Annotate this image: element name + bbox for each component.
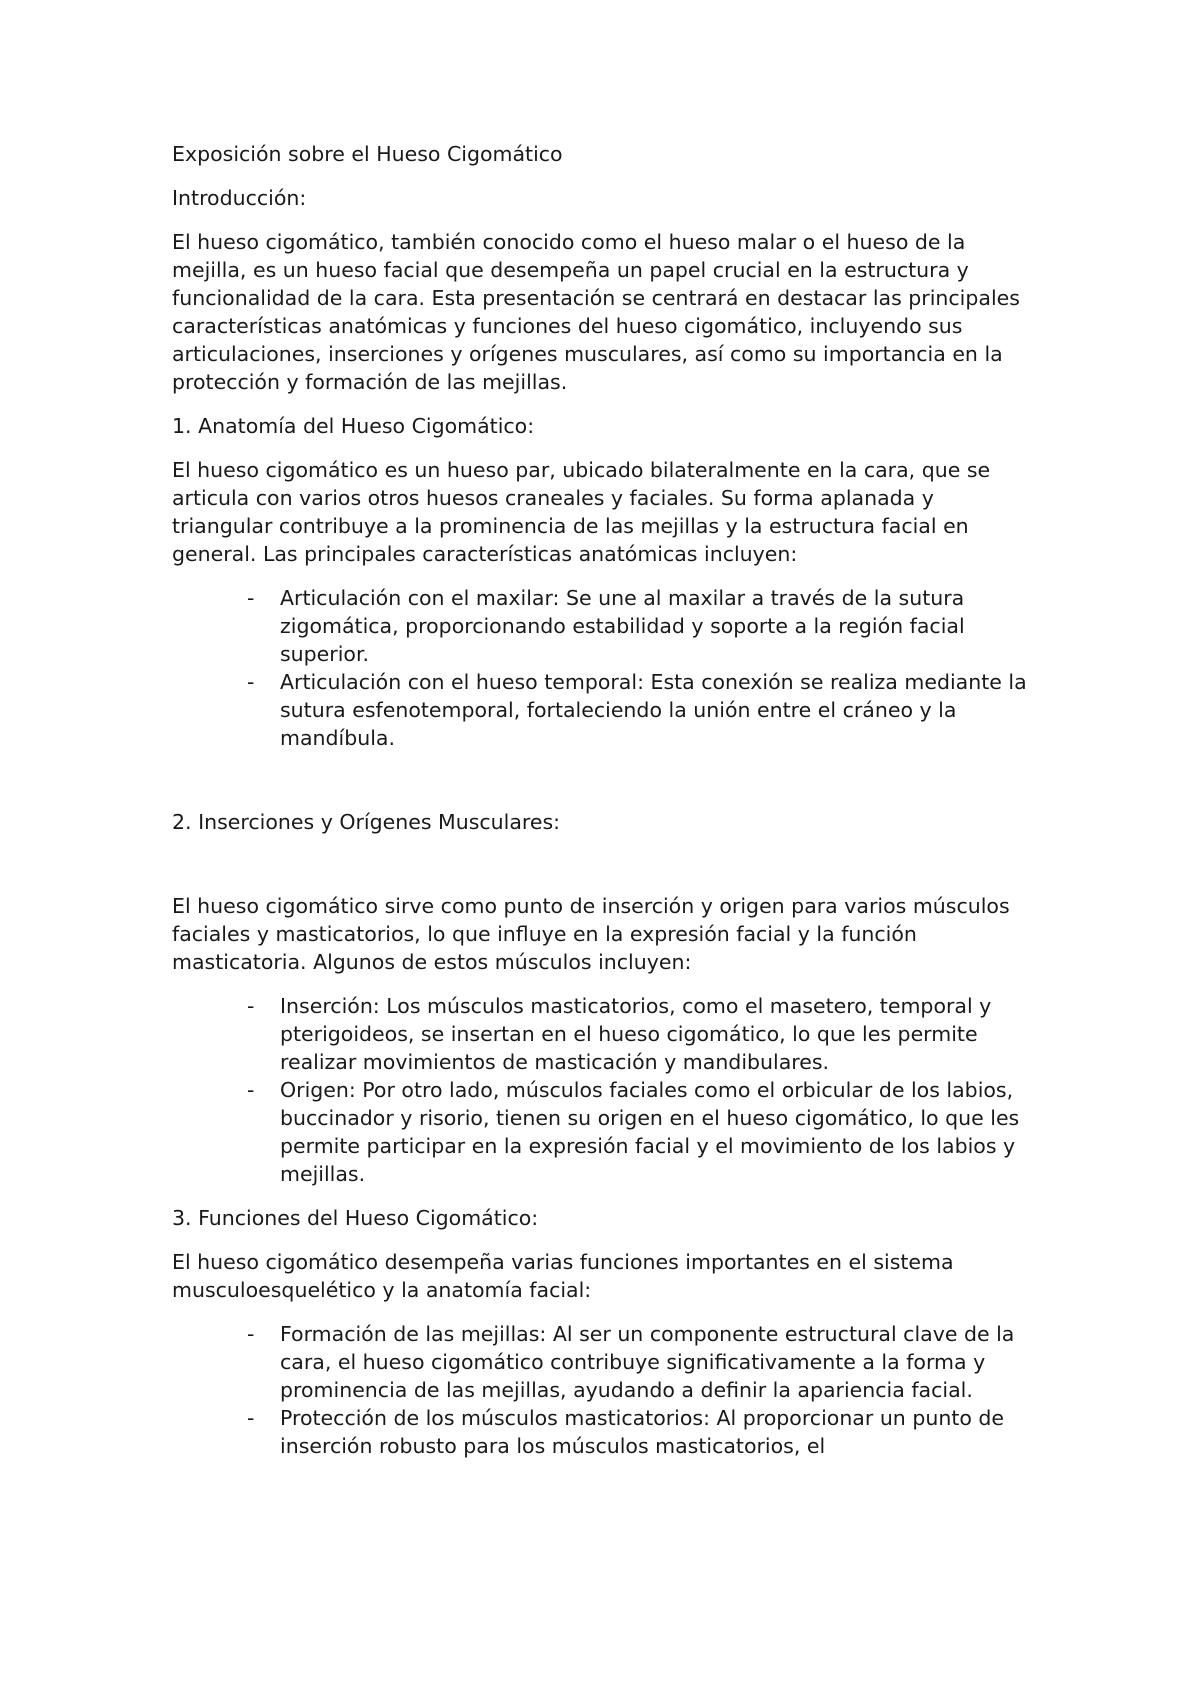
dash-bullet: - xyxy=(247,1322,255,1346)
blank-line xyxy=(172,768,1040,808)
section-3-heading: 3. Funciones del Hueso Cigomático: xyxy=(172,1206,539,1230)
blank-line xyxy=(172,852,1040,892)
section-2-heading: 2. Inserciones y Orígenes Musculares: xyxy=(172,810,561,834)
section-3-list xyxy=(172,1320,1040,1460)
section-3-text: El hueso cigomático desempeña varias funciones importantes en el sistema musculoesquelético y la anatomía facial: xyxy=(172,1250,954,1302)
intro-text: El hueso cigomático, también conocido como el hueso malar o el hueso de la mejilla, es un hueso facial que desempeña un papel crucial en la estructura y funcionalidad de la cara. Esta presentación se centrará en destacar las principales características anatómicas y funciones del hueso cigomático, incluyendo sus articulaciones, inserciones y orígenes musculares, así como su importancia en la protección y formación de las mejillas. xyxy=(172,230,1020,394)
section-1-list xyxy=(172,584,1040,752)
dash-bullet: - xyxy=(247,586,255,610)
list-item-text: Formación de las mejillas: Al ser un componente estructural clave de la cara, el hueso cigomático contribuye significativamente a la forma y prominencia de las mejillas, ayudando a definir la apariencia facial. xyxy=(280,1322,1015,1402)
list-item xyxy=(247,1404,1040,1460)
dash-bullet: - xyxy=(247,1406,255,1430)
list-item xyxy=(247,668,1040,752)
list-item-text: Protección de los músculos masticatorios: Al proporcionar un punto de inserción robusto para los músculos masticatorios, el xyxy=(280,1406,1005,1458)
intro-heading: Introducción: xyxy=(172,186,307,210)
list-item-text: Inserción: Los músculos masticatorios, como el masetero, temporal y pterigoideos, se insertan en el hueso cigomático, lo que les permite realizar movimientos de masticación y mandibulares. xyxy=(280,994,992,1074)
dash-bullet: - xyxy=(247,1078,255,1102)
list-item xyxy=(247,584,1040,668)
section-2-text: El hueso cigomático sirve como punto de inserción y origen para varios músculos faciales y masticatorios, lo que influye en la expresión facial y la función masticatoria. Algunos de estos músculos incluyen: xyxy=(172,894,1010,974)
document-title: Exposición sobre el Hueso Cigomático xyxy=(172,142,563,166)
list-item-text: Articulación con el hueso temporal: Esta conexión se realiza mediante la sutura esfenotemporal, fortaleciendo la unión entre el cráneo y la mandíbula. xyxy=(280,670,1027,750)
section-1-heading: 1. Anatomía del Hueso Cigomático: xyxy=(172,414,535,438)
list-item-text: Origen: Por otro lado, músculos faciales como el orbicular de los labios, buccinador y risorio, tienen su origen en el hueso cigomático, lo que les permite participar en la expresión facial y el movimiento de los labios y mejillas. xyxy=(280,1078,1020,1186)
list-item xyxy=(247,1320,1040,1404)
dash-bullet: - xyxy=(247,994,255,1018)
list-item-text: Articulación con el maxilar: Se une al maxilar a través de la sutura zigomática, proporcionando estabilidad y soporte a la región facial superior. xyxy=(280,586,965,666)
list-item xyxy=(247,1076,1040,1188)
dash-bullet: - xyxy=(247,670,255,694)
list-item xyxy=(247,992,1040,1076)
section-2-list xyxy=(172,992,1040,1188)
section-1-text: El hueso cigomático es un hueso par, ubicado bilateralmente en la cara, que se articula con varios otros huesos craneales y faciales. Su forma aplanada y triangular contribuye a la prominencia de las mejillas y la estructura facial en general. Las principales características anatómicas incluyen: xyxy=(172,458,991,566)
